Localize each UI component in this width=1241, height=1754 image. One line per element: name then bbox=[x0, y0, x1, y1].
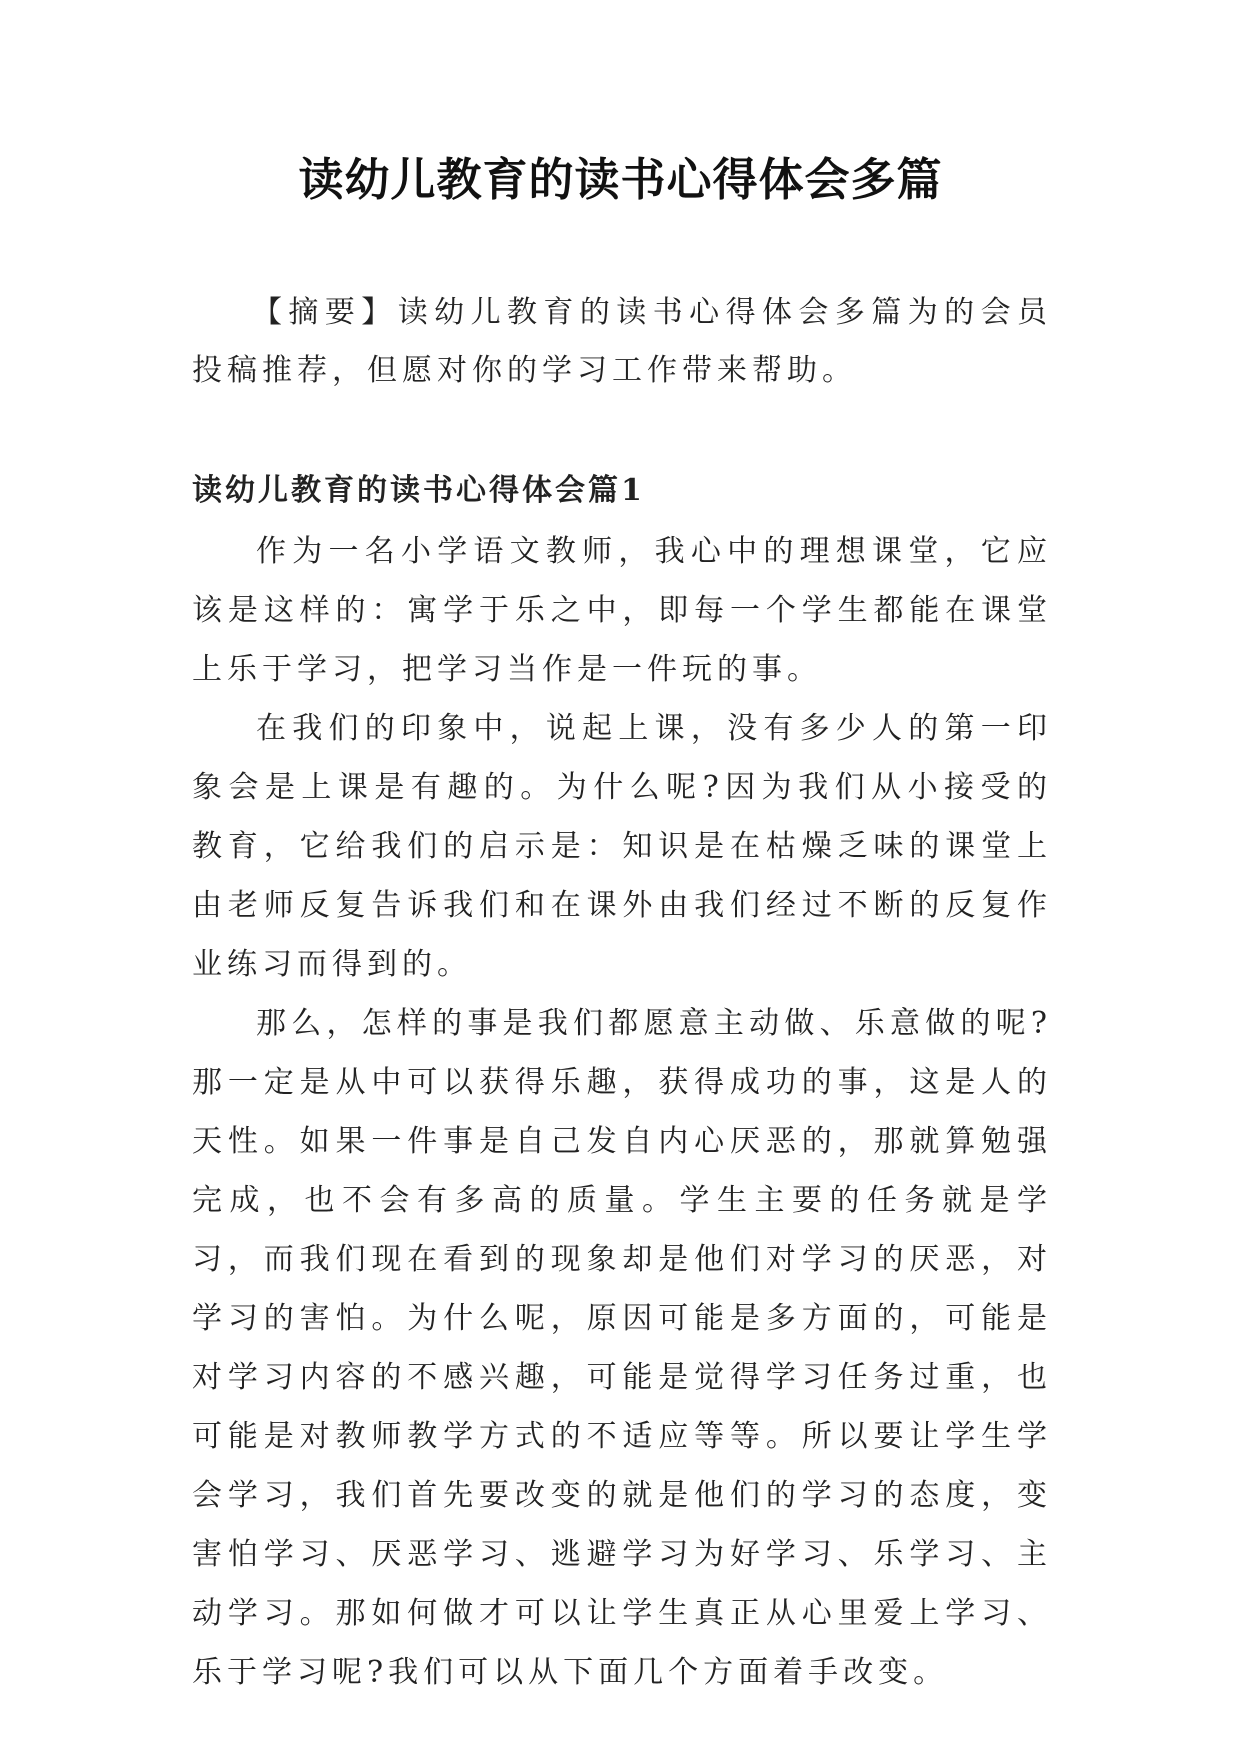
body-paragraph: 作为一名小学语文教师，我心中的理想课堂，它应该是这样的：寓学于乐之中，即每一个学生都能在课堂上乐于学习，把学习当作是一件玩的事。 bbox=[192, 534, 1052, 687]
section-heading: 读幼儿教育的读书心得体会篇1 bbox=[192, 473, 645, 508]
article-body bbox=[192, 522, 1052, 1702]
page-title: 读幼儿教育的读书心得体会多篇 bbox=[298, 153, 943, 206]
body-paragraph: 那么，怎样的事是我们都愿意主动做、乐意做的呢?那一定是从中可以获得乐趣，获得成功的事，这是人的天性。如果一件事是自己发自内心厌恶的，那就算勉强完成，也不会有多高的质量。学生主要的任务就是学习，而我们现在看到的现象却是他们对学习的厌恶，对学习的害怕。为什么呢，原因可能是多方面的，可能是对学习内容的不感兴趣，可能是觉得学习任务过重，也可能是对教师教学方式的不适应等等。所以要让学生学会学习，我们首先要改变的就是他们的学习的态度，变害怕学习、厌恶学习、逃避学习为好学习、乐学习、主动学习。那如何做才可以让学生真正从心里爱上学习、乐于学习呢?我们可以从下面几个方面着手改变。 bbox=[192, 1006, 1052, 1690]
body-paragraph: 在我们的印象中，说起上课，没有多少人的第一印象会是上课是有趣的。为什么呢?因为我们从小接受的教育，它给我们的启示是：知识是在枯燥乏味的课堂上由老师反复告诉我们和在课外由我们经过不断的反复作业练习而得到的。 bbox=[192, 711, 1052, 982]
abstract-paragraph: 【摘要】读幼儿教育的读书心得体会多篇为的会员投稿推荐，但愿对你的学习工作带来帮助。 bbox=[192, 295, 1052, 388]
